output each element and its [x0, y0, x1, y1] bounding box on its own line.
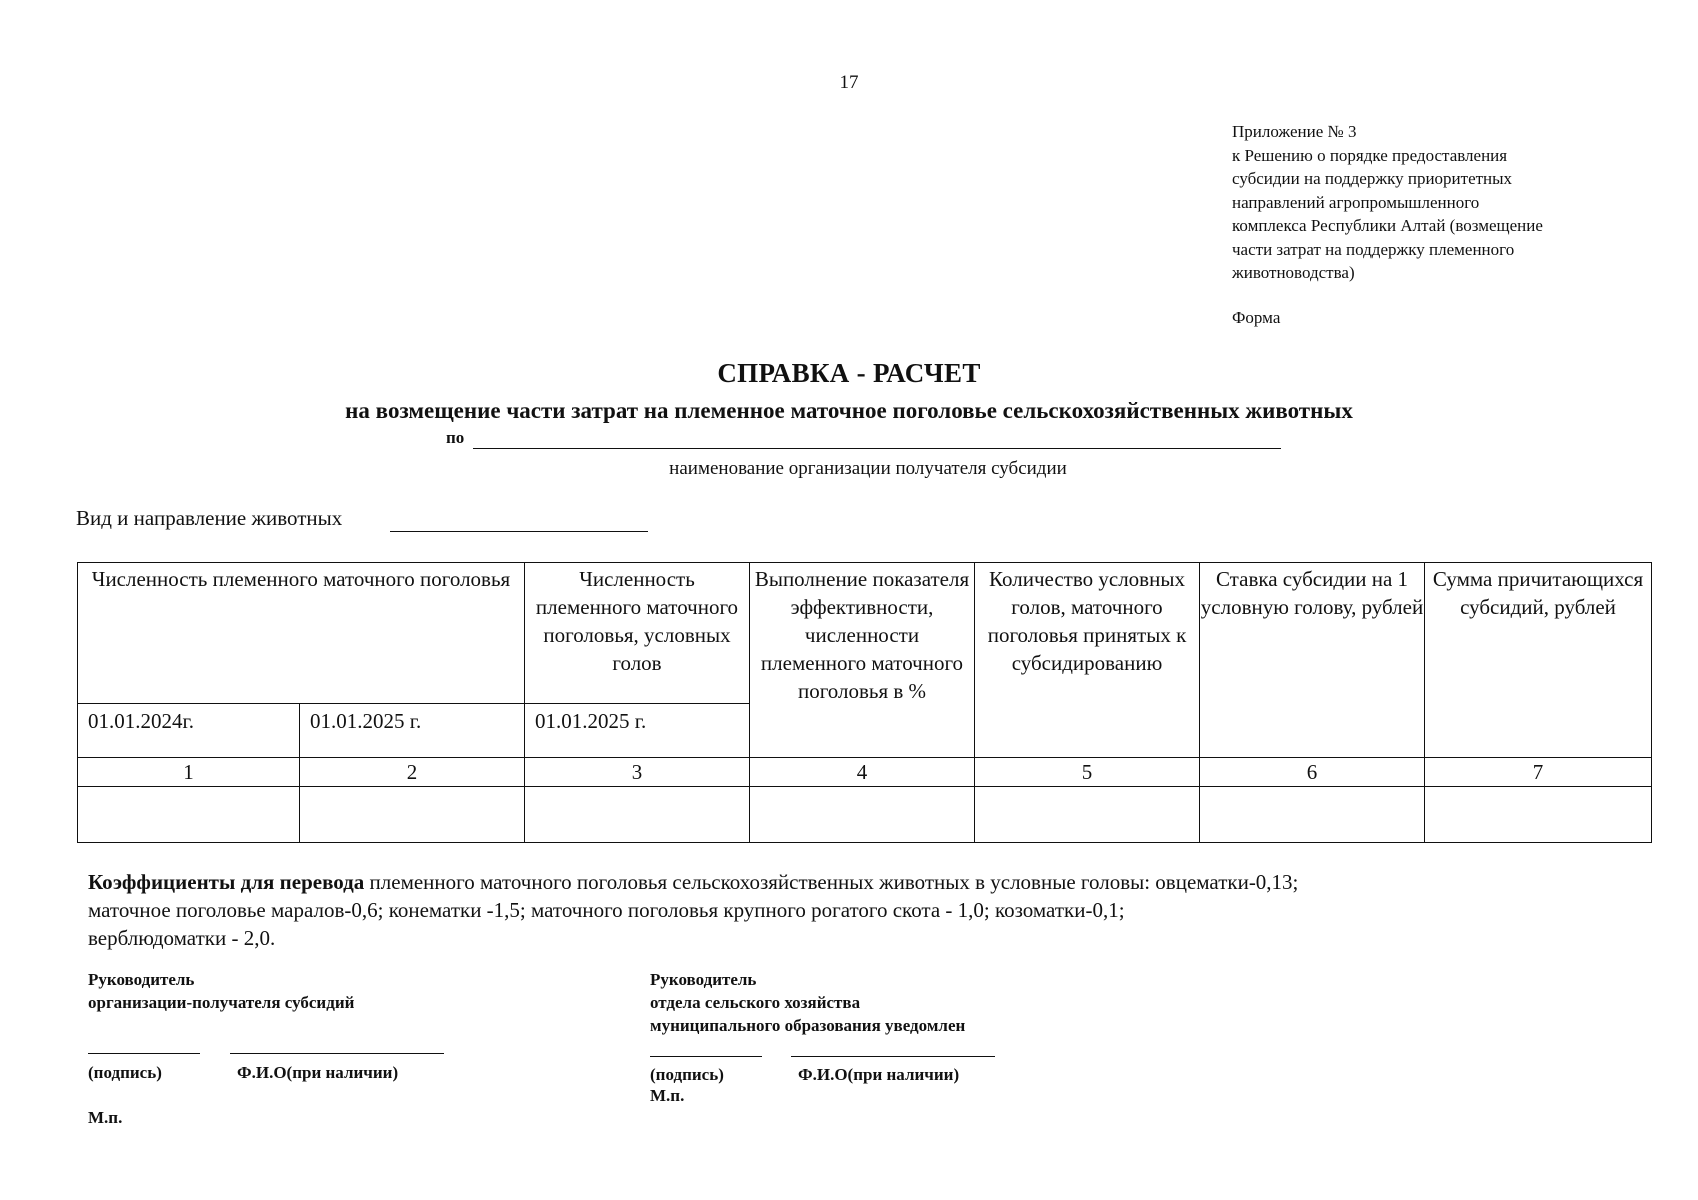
coefficients-note — [88, 868, 1668, 952]
date-cell: 01.01.2025 г. — [525, 704, 750, 758]
signature-left-sign-line[interactable] — [88, 1053, 200, 1054]
input-cell[interactable] — [1200, 787, 1425, 843]
appendix-line: части затрат на поддержку племенного — [1232, 239, 1515, 259]
header-efficiency: Выполнение показателя эффективности, численности племенного маточного поголовья в % — [750, 563, 975, 758]
appendix-line: субсидии на поддержку приоритетных — [1232, 169, 1513, 188]
signature-right-name-line[interactable] — [791, 1056, 995, 1057]
signature-right-title-line: отдела сельского хозяйства — [650, 993, 861, 1012]
header-breeding-stock: Численность племенного маточного поголовья — [78, 563, 525, 704]
signature-left-title-line: организации-получателя субсидий — [88, 993, 355, 1012]
appendix-line: животноводства) — [1232, 263, 1355, 282]
appendix-note — [1232, 120, 1632, 285]
input-cell[interactable] — [300, 787, 525, 843]
input-cell[interactable] — [1425, 787, 1652, 843]
signature-right-sign-line[interactable] — [650, 1056, 762, 1057]
document-title: СПРАВКА - РАСЧЕТ — [717, 358, 981, 388]
signature-left-title-line: Руководитель — [88, 970, 195, 989]
date-cell: 01.01.2025 г. — [300, 704, 525, 758]
column-number: 7 — [1425, 758, 1652, 787]
input-cell[interactable] — [78, 787, 300, 843]
column-number: 5 — [975, 758, 1200, 787]
coefficients-text: племенного маточного поголовья сельскохозяйственных животных в условные головы: овцематки-0,13; — [364, 870, 1299, 894]
signature-right-stamp-place: М.п. — [650, 1086, 685, 1105]
coefficients-line — [88, 868, 1668, 896]
signature-left-title — [88, 968, 354, 1014]
header-conventional-heads: Численность племенного маточного поголовья, условных голов — [525, 563, 750, 704]
appendix-line: комплекса Республики Алтай (возмещение — [1232, 216, 1543, 235]
signature-right-title-line: муниципального образования уведомлен — [650, 1016, 966, 1035]
column-number: 4 — [750, 758, 975, 787]
input-cell[interactable] — [975, 787, 1200, 843]
signature-right-sign-caption: (подпись) — [650, 1065, 724, 1084]
animal-type-label: Вид и направление животных — [76, 506, 343, 530]
page-number: 17 — [839, 72, 859, 93]
input-cell[interactable] — [525, 787, 750, 843]
animal-type-field[interactable] — [390, 531, 648, 532]
table-header-row — [78, 563, 1652, 704]
signature-left-stamp-place: М.п. — [88, 1108, 123, 1127]
appendix-line: направлений агропромышленного — [1232, 192, 1480, 212]
table-row — [78, 787, 1652, 843]
appendix-line: Приложение № 3 — [1232, 122, 1357, 141]
header-accepted-heads: Количество условных голов, маточного поголовья принятых к субсидированию — [975, 563, 1200, 758]
organization-caption: наименование организации получателя субсидии — [669, 458, 1067, 479]
signature-right-title-line: Руководитель — [650, 970, 757, 989]
header-subsidy-rate: Ставка субсидии на 1 условную голову, рублей — [1200, 563, 1425, 758]
organization-name-field[interactable] — [473, 448, 1281, 449]
signature-left-sign-caption: (подпись) — [88, 1063, 162, 1082]
appendix-line: к Решению о порядке предоставления — [1232, 145, 1508, 165]
calculation-table — [77, 562, 1652, 843]
column-number: 2 — [300, 758, 525, 787]
signature-right-name-caption: Ф.И.О(при наличии) — [798, 1065, 960, 1084]
signature-right-title — [650, 968, 965, 1037]
signature-left-name-caption: Ф.И.О(при наличии) — [237, 1063, 399, 1082]
document-subtitle: на возмещение части затрат на племенное маточное поголовье сельскохозяйственных животных — [345, 398, 1353, 423]
coefficients-line: верблюдоматки - 2,0. — [88, 926, 276, 950]
column-number: 1 — [78, 758, 300, 787]
column-number: 6 — [1200, 758, 1425, 787]
signature-left-name-line[interactable] — [230, 1053, 444, 1054]
coefficients-lead: Коэффициенты для перевода — [88, 870, 365, 894]
coefficients-line: маточное поголовье маралов-0,6; конематки -1,5; маточного поголовья крупного рогатого скота - 1,0; козоматки-0,1; — [88, 898, 1125, 922]
header-subsidy-sum: Сумма причитающихся субсидий, рублей — [1425, 563, 1652, 758]
date-cell: 01.01.2024г. — [78, 704, 300, 758]
table-column-numbers-row — [78, 758, 1652, 787]
column-number: 3 — [525, 758, 750, 787]
input-cell[interactable] — [750, 787, 975, 843]
po-label: по — [446, 428, 465, 447]
form-label: Форма — [1232, 308, 1281, 327]
